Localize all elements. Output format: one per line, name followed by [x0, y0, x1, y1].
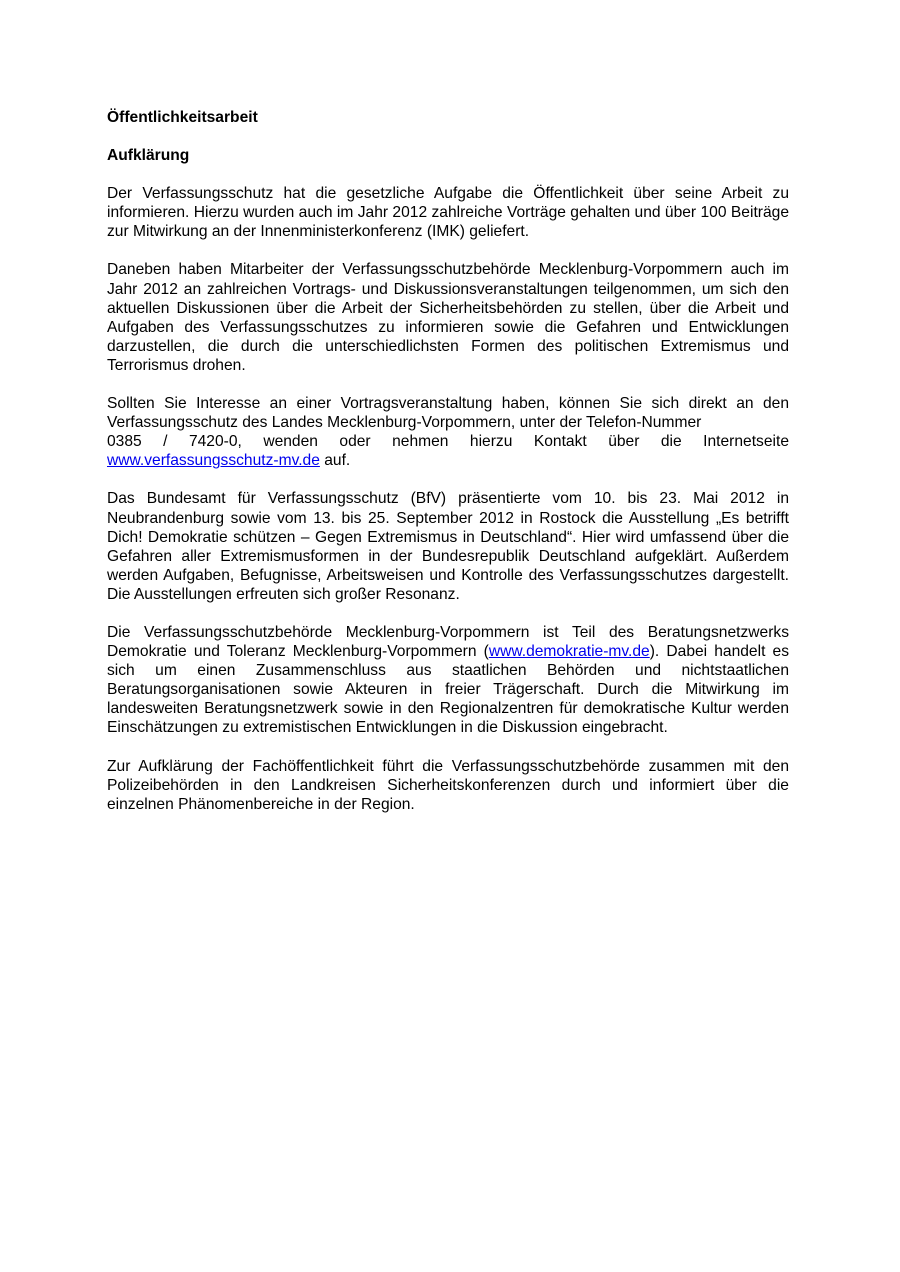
- paragraph-6: Zur Aufklärung der Fachöffentlichkeit führt die Verfassungsschutzbehörde zusammen mit den Polizeibehörden in den Landkreisen Sicherheitskonferenzen durch und informiert über die einzelnen Phänomenbereiche in der Region.: [107, 757, 789, 813]
- paragraph-3: [107, 394, 789, 470]
- paragraph-3-end: auf.: [319, 452, 351, 470]
- paragraph-2: Daneben haben Mitarbeiter der Verfassungsschutzbehörde Mecklenburg-Vorpommern auch im Jahr 2012 an zahlreichen Vortrags- und Diskussionsveranstaltungen teilgenommen, um sich den aktuellen Diskussionen über die Arbeit der Sicherheitsbehörden zu stellen, über die Arbeit und Aufgaben des Verfassungsschutzes zu informieren sowie die Gefahren und Entwicklungen darzustellen, die durch die unterschiedlichsten Formen des politischen Extremismus und Terrorismus drohen.: [107, 261, 789, 374]
- demokratie-link[interactable]: www.demokratie-mv.de: [488, 643, 650, 661]
- paragraph-5-end: ). Dabei handelt es sich um einen Zusammenschluss aus staatlichen Behörden und nichtstaatlichen Beratungsorganisationen sowie Akteuren in freier Trägerschaft. Durch die Mitwirkung im landesweiten Beratungsnetzwerk sowie in den Regionalzentren für demokratische Kultur werden Einschätzungen zu extremistischen Entwicklungen in die Diskussion eingebracht.: [107, 643, 789, 737]
- paragraph-5: [107, 623, 789, 738]
- paragraph-3-text: Sollten Sie Interesse an einer Vortragsveranstaltung haben, können Sie sich direkt an den Verfassungsschutz des Landes Mecklenburg-Vorpommern, unter der Telefon-Nummer: [107, 395, 789, 432]
- paragraph-5-start: Die Verfassungsschutzbehörde Mecklenburg-Vorpommern ist Teil des Beratungsnetzwerks Demokratie und Toleranz Mecklenburg-Vorpommern (: [107, 623, 789, 661]
- paragraph-3-phone-line: 0385 / 7420-0, wenden oder nehmen hierzu Kontakt über die Internetseite: [107, 433, 789, 451]
- paragraph-1: Der Verfassungsschutz hat die gesetzliche Aufgabe die Öffentlichkeit über seine Arbeit zu informieren. Hierzu wurden auch im Jahr 2012 zahlreiche Vorträge gehalten und über 100 Beiträge zur Mitwirkung an der Innenministerkonferenz (IMK) geliefert.: [107, 185, 789, 241]
- document-page: [107, 108, 789, 833]
- verfassungsschutz-link[interactable]: www.verfassungsschutz-mv.de: [107, 452, 320, 470]
- paragraph-4: Das Bundesamt für Verfassungsschutz (BfV) präsentierte vom 10. bis 23. Mai 2012 in Neubrandenburg sowie vom 13. bis 25. September 2012 in Rostock die Ausstellung „Es betrifft Dich! Demokratie schützen – Gegen Extremismus in Deutschland“. Hier wird umfassend über die Gefahren aller Extremismusformen in der Bundesrepublik Deutschland aufgeklärt. Außerdem werden Aufgaben, Befugnisse, Arbeitsweisen und Kontrolle des Verfassungsschutzes dargestellt. Die Ausstellungen erfreuten sich großer Resonanz.: [107, 490, 789, 603]
- section-title: Öffentlichkeitsarbeit: [107, 109, 258, 126]
- section-subtitle: Aufklärung: [107, 147, 190, 165]
